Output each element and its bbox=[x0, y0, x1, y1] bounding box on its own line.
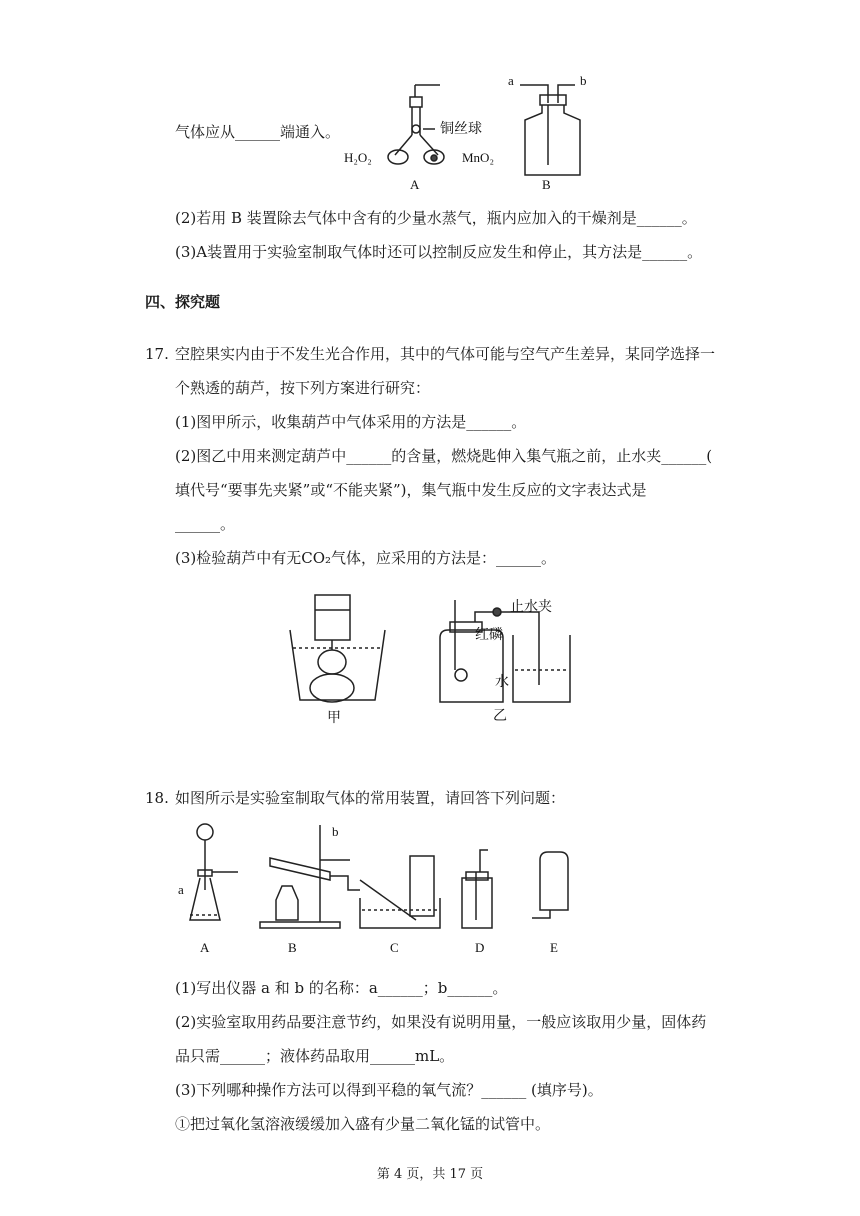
q17-part2c: ______。 bbox=[175, 515, 236, 533]
mno2-label: MnO₂ bbox=[462, 150, 494, 165]
label-C: C bbox=[390, 940, 399, 955]
section-title: 四、探究题 bbox=[145, 293, 221, 311]
apparatus-18-a bbox=[190, 824, 238, 920]
q18-line1: 如图所示是实验室制取气体的常用装置，请回答下列问题： bbox=[175, 789, 566, 807]
q18-number: 18. bbox=[145, 789, 169, 807]
q16-gas-enter-text: 气体应从______端通入。 bbox=[175, 123, 341, 141]
red-p-label: 红磷 bbox=[475, 627, 503, 643]
apparatus-18-c bbox=[360, 856, 440, 928]
apparatus-a-label: A bbox=[410, 177, 420, 192]
label-A: A bbox=[200, 940, 210, 955]
q16-figure bbox=[330, 65, 630, 195]
clamp-label: 止水夹 bbox=[510, 599, 552, 615]
apparatus-b-label: B bbox=[542, 177, 551, 192]
port-b-label: b bbox=[580, 73, 587, 88]
label-D: D bbox=[475, 940, 485, 955]
apparatus-18-e bbox=[532, 852, 568, 918]
q18-part3: (3)下列哪种操作方法可以得到平稳的氧气流？______ (填序号)。 bbox=[175, 1081, 603, 1099]
water-label: 水 bbox=[495, 674, 509, 690]
label-b-small: b bbox=[332, 824, 339, 839]
apparatus-18-b bbox=[260, 825, 360, 928]
q17-line2: 个熟透的葫芦，按下列方案进行研究： bbox=[175, 379, 431, 397]
q16-part3: (3)A装置用于实验室制取气体时还可以控制反应发生和停止，其方法是______。 bbox=[175, 243, 703, 261]
apparatus-a bbox=[388, 85, 444, 164]
yi-label: 乙 bbox=[493, 708, 507, 724]
q17-part2a: (2)图乙中用来测定葫芦中______的含量，燃烧匙伸入集气瓶之前，止水夹______( bbox=[175, 447, 713, 465]
page-footer: 第 4 页，共 17 页 bbox=[376, 1167, 484, 1182]
q18-part2b: 品只需______；液体药品取用______mL。 bbox=[175, 1047, 455, 1065]
q17-figure bbox=[285, 590, 585, 730]
q18-part2a: (2)实验室取用药品要注意节约，如果没有说明用量，一般应该取用少量，固体药 bbox=[175, 1013, 707, 1031]
apparatus-18-d bbox=[462, 850, 492, 928]
q16-part2: (2)若用 B 装置除去气体中含有的少量水蒸气，瓶内应加入的干燥剂是______。 bbox=[175, 209, 697, 227]
h2o2-label: H₂O₂ bbox=[344, 150, 372, 165]
port-a-label: a bbox=[508, 73, 514, 88]
q17-number: 17. bbox=[145, 345, 169, 363]
copper-ball-label: 铜丝球 bbox=[440, 121, 482, 137]
q17-part2b: 填代号“要事先夹紧”或“不能夹紧”)，集气瓶中发生反应的文字表达式是 bbox=[175, 481, 647, 499]
q18-part1: (1)写出仪器 a 和 b 的名称：a______；b______。 bbox=[175, 979, 508, 997]
q18-option1: ①把过氧化氢溶液缓缓加入盛有少量二氧化锰的试管中。 bbox=[175, 1115, 551, 1133]
jia-label: 甲 bbox=[327, 710, 341, 726]
apparatus-b bbox=[520, 85, 580, 175]
q18-figure bbox=[170, 820, 590, 960]
label-E: E bbox=[550, 940, 558, 955]
q17-part1: (1)图甲所示，收集葫芦中气体采用的方法是______。 bbox=[175, 413, 527, 431]
q17-line1: 空腔果实内由于不发生光合作用，其中的气体可能与空气产生差异，某同学选择一 bbox=[175, 345, 716, 363]
figure-jia bbox=[290, 595, 385, 702]
q17-part3: (3)检验葫芦中有无CO₂气体，应采用的方法是：______。 bbox=[175, 549, 557, 567]
label-B: B bbox=[288, 940, 297, 955]
label-a-small: a bbox=[178, 882, 184, 897]
